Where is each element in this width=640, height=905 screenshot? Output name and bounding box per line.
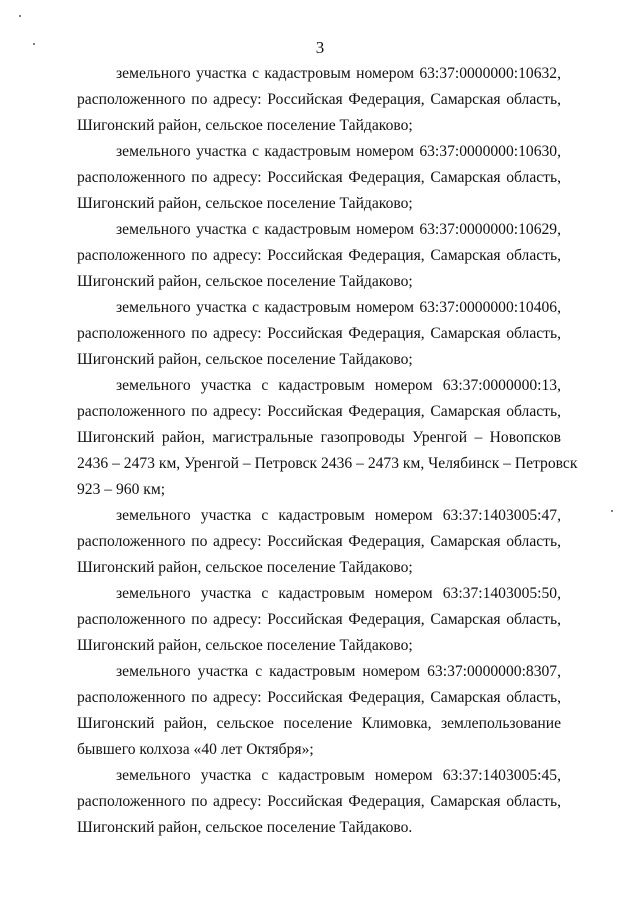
text-line: Шигонский район, сельское поселение Тайдаково; (77, 351, 413, 368)
paragraph (77, 139, 561, 217)
text-line: Шигонский район, сельское поселение Тайдаково; (77, 637, 413, 654)
scan-speck (611, 510, 613, 512)
text-line: бывшего колхоза «40 лет Октября»; (77, 741, 314, 758)
text-line: расположенного по адресу: Российская Федерация, Самарская область, (77, 247, 561, 264)
text-line: расположенного по адресу: Российская Федерация, Самарская область, (77, 533, 561, 550)
paragraph (77, 61, 561, 139)
text-line: расположенного по адресу: Российская Федерация, Самарская область, (77, 793, 561, 810)
text-line: Шигонский район, сельское поселение Тайдаково; (77, 559, 413, 576)
text-line: Шигонский район, сельское поселение Климовка, землепользование (77, 715, 561, 732)
text-line: земельного участка с кадастровым номером 63:37:0000000:10630, (116, 143, 561, 160)
page-number: 3 (315, 38, 325, 57)
scan-speck (19, 15, 21, 17)
text-line: Шигонский район, сельское поселение Тайдаково; (77, 117, 413, 134)
text-line: Шигонский район, магистральные газопроводы Уренгой – Новопсков (77, 429, 561, 446)
text-line: земельного участка с кадастровым номером 63:37:0000000:8307, (116, 663, 561, 680)
text-line: земельного участка с кадастровым номером 63:37:0000000:10632, (116, 65, 561, 82)
text-line: расположенного по адресу: Российская Федерация, Самарская область, (77, 169, 561, 186)
text-line: Шигонский район, сельское поселение Тайдаково; (77, 273, 413, 290)
text-line: земельного участка с кадастровым номером 63:37:0000000:13, (116, 377, 561, 394)
paragraph (77, 581, 561, 659)
text-line: 2436 – 2473 км, Уренгой – Петровск 2436 – 2473 км, Челябинск – Петровск (77, 455, 578, 472)
paragraph (77, 763, 561, 841)
text-line: 923 – 960 км; (77, 481, 166, 498)
paragraph (77, 295, 561, 373)
text-line: земельного участка с кадастровым номером 63:37:0000000:10406, (116, 299, 561, 316)
text-line: Шигонский район, сельское поселение Тайдаково. (77, 819, 413, 836)
text-line: расположенного по адресу: Российская Федерация, Самарская область, (77, 689, 561, 706)
paragraph (77, 503, 561, 581)
paragraph (77, 659, 561, 763)
text-line: земельного участка с кадастровым номером 63:37:0000000:10629, (116, 221, 561, 238)
text-line: Шигонский район, сельское поселение Тайдаково; (77, 195, 413, 212)
text-line: земельного участка с кадастровым номером 63:37:1403005:50, (116, 585, 561, 602)
text-line: земельного участка с кадастровым номером 63:37:1403005:45, (116, 767, 561, 784)
text-line: земельного участка с кадастровым номером 63:37:1403005:47, (116, 507, 561, 524)
text-line: расположенного по адресу: Российская Федерация, Самарская область, (77, 611, 561, 628)
text-line: расположенного по адресу: Российская Федерация, Самарская область, (77, 403, 561, 420)
paragraph (77, 373, 578, 503)
paragraph (77, 217, 561, 295)
text-line: расположенного по адресу: Российская Федерация, Самарская область, (77, 91, 561, 108)
document-body (77, 61, 578, 841)
text-line: расположенного по адресу: Российская Федерация, Самарская область, (77, 325, 561, 342)
